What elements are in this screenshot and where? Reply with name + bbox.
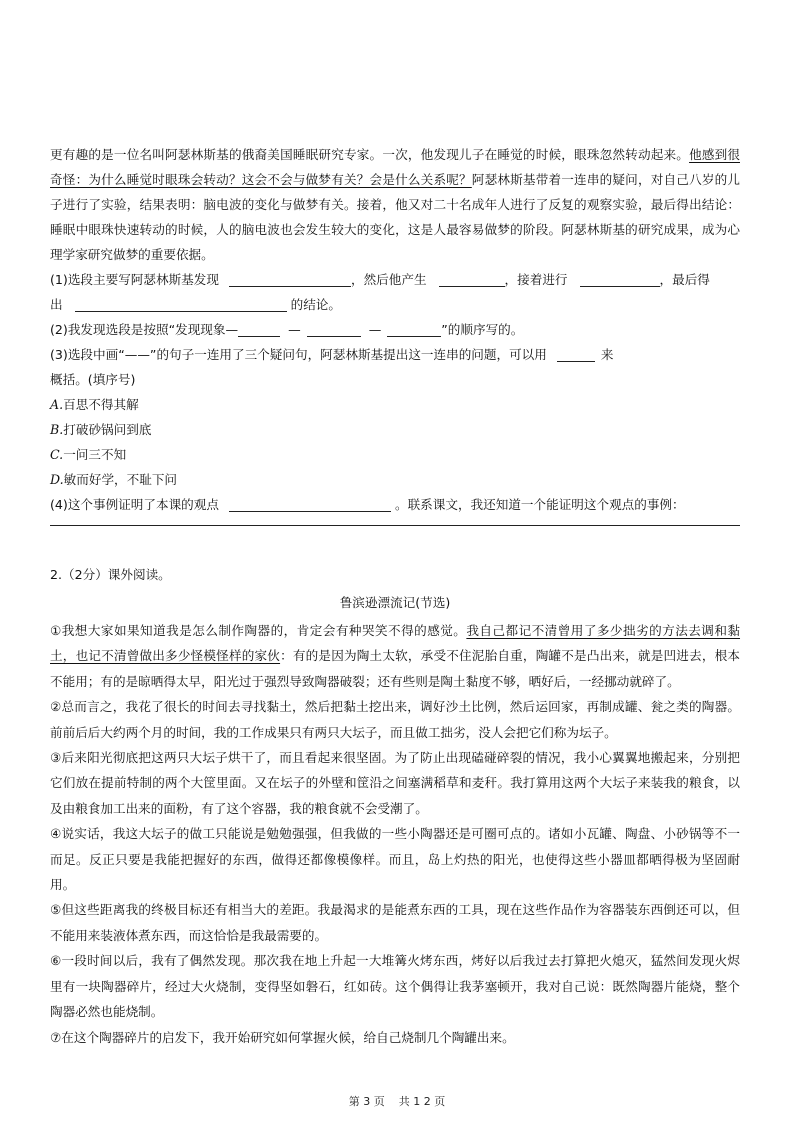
passage-title: 鲁滨逊漂流记(节选)	[339, 595, 451, 610]
question-text: 来	[600, 347, 614, 362]
question-1-continued	[50, 292, 740, 317]
option-text: 百思不得其解	[63, 397, 139, 412]
answer-blank[interactable]	[387, 322, 441, 337]
section-heading: 2.（2分）课外阅读。	[50, 567, 171, 582]
paragraph-1	[50, 618, 740, 694]
question-text: (1)选段主要写阿瑟林斯基发现	[50, 272, 219, 287]
underlined-question-sentence: 他感到很奇怪：为什么睡觉时眼珠会转动？这会不会与做梦有关？会是什么关系呢？	[50, 147, 740, 187]
question-text: 出	[50, 297, 63, 312]
passage-text: 更有趣的是一位名叫阿瑟林斯基的俄裔美国睡眠研究专家。一次，他发现儿子在睡觉的时候，眼珠忽然转动起来。	[50, 147, 690, 162]
option-text: 一问三不知	[63, 447, 127, 462]
question-4	[50, 492, 740, 517]
question-text: (3)选段中画“——”的句子一连用了三个疑问句，阿瑟林斯基提出这一连串的问题，可以用	[50, 347, 547, 362]
paragraph-2: ②总而言之，我花了很长的时间去寻找黏土，然后把黏土挖出来，调好沙土比例，然后运回家，再制成罐、瓮之类的陶器。前前后后大约两个月的时间，我的工作成果只有两只大坛子，而且做工拙劣，没人会把它们称为坛子。	[50, 699, 740, 740]
option-b[interactable]	[50, 417, 740, 442]
paragraph-3: ③后来阳光彻底把这两只大坛子烘干了，而且看起来很坚固。为了防止出现磕碰碎裂的情况，我小心翼翼地搬起来，分别把它们放在提前特制的两个大筐里面。又在坛子的外壁和筐沿之间塞满稻草和麦秆。我打算用这两个大坛子来装我的粮食，以及由粮食加工出来的面粉，有了这个容器，我的粮食就不会受潮了。	[50, 750, 740, 816]
answer-line[interactable]	[50, 525, 740, 526]
question-text: (4)这个事例证明了本课的观点	[50, 497, 219, 512]
option-c[interactable]	[50, 442, 740, 467]
answer-blank[interactable]	[75, 297, 287, 312]
page-number: 第 3 页 共 1 2 页	[348, 1095, 446, 1108]
option-text: 敏而好学，不耻下问	[63, 472, 177, 487]
answer-blank[interactable]	[557, 347, 595, 362]
question-1	[50, 267, 740, 292]
passage-paragraph	[50, 142, 740, 267]
option-d[interactable]	[50, 467, 740, 492]
answer-blank[interactable]	[307, 322, 361, 337]
question-3-continued	[50, 367, 740, 392]
question-text: 。联系课文，我还知道一个能证明这个观点的事例：	[394, 497, 685, 512]
answer-blank[interactable]	[229, 272, 351, 287]
question-text: (2)我发现选段是按照“发现现象—	[50, 322, 239, 337]
paragraph-text: ①我想大家如果知道我是怎么制作陶器的，肯定会有种哭笑不得的感觉。	[50, 623, 467, 638]
question-text: —	[368, 322, 382, 337]
question-text: ”的顺序写的。	[441, 322, 524, 337]
paragraph-5: ⑤但这些距离我的终极目标还有相当大的差距。我最渴求的是能煮东西的工具，现在这些作品作为容器装东西倒还可以，但不能用来装液体煮东西，而这恰恰是我最需要的。	[50, 902, 740, 943]
question-2	[50, 317, 740, 342]
answer-blank[interactable]	[229, 497, 391, 512]
question-3	[50, 342, 740, 367]
option-text: 打破砂锅问到底	[63, 422, 152, 437]
page-footer	[0, 1093, 794, 1109]
underlined-sentence: 我自己都记不清曾用了多少拙劣的方法去调和黏土，也记不清曾做出多少怪模怪样的家伙	[50, 623, 741, 664]
passage-text: 阿瑟林斯基带着一连串的疑问，对自己八岁的儿子进行了实验，结果表明：脑电波的变化与做梦有关。接着，他又对二十名成年人进行了反复的观察实验，最后得出结论：睡眠中眼珠快速转动的时候，人的脑电波也会发生较大的变化，这是人最容易做梦的阶段。阿瑟林斯基的研究成果，成为心理学家研究做梦的重要依据。	[50, 172, 740, 262]
option-letter: A.	[50, 397, 64, 412]
paragraph-6: ⑥一段时间以后，我有了偶然发现。那次我在地上升起一大堆篝火烤东西，烤好以后我过去打算把火熄灭，猛然间发现火烬里有一块陶器碎片，经过大火烧制，变得坚如磐石，红如砖。这个偶得让我茅塞顿开，我对自己说：既然陶器片能烧，整个陶器必然也能烧制。	[50, 953, 740, 1020]
question-text: ，接着进行	[504, 272, 568, 287]
answer-blank[interactable]	[238, 322, 280, 337]
question-text: —	[288, 322, 301, 337]
paragraph-7: ⑦在这个陶器碎片的启发下，我开始研究如何掌握火候，给自己烧制几个陶罐出来。	[50, 1029, 515, 1045]
question-text: 概括。(填序号)	[50, 372, 136, 387]
option-letter: B.	[50, 422, 64, 437]
option-a[interactable]	[50, 392, 740, 417]
question-text: ，最后得	[659, 272, 710, 287]
page-content	[50, 142, 740, 1050]
paragraph-4: ④说实话，我这大坛子的做工只能说是勉勉强强，但我做的一些小陶器还是可圈可点的。诸如小瓦罐、陶盘、小砂锅等不一而足。反正只要是我能把握好的东西，做得还都像模像样。而且，岛上灼热的阳光，也使得这些小器皿都晒得极为坚固耐用。	[50, 826, 740, 893]
option-letter: D.	[50, 472, 64, 487]
option-letter: C.	[50, 447, 64, 462]
paragraph-text: ：有的是因为陶土太软，承受不住泥胎自重，陶罐不是凸出来，就是凹进去，根本不能用；有的是晾晒得太早，阳光过于强烈导致陶器破裂；还有些则是陶土黏度不够，晒好后，一经挪动就碎了。	[50, 648, 740, 689]
question-text: ，然后他产生	[350, 272, 427, 287]
answer-blank[interactable]	[580, 272, 660, 287]
answer-blank[interactable]	[439, 272, 505, 287]
question-text: 的结论。	[290, 297, 341, 312]
